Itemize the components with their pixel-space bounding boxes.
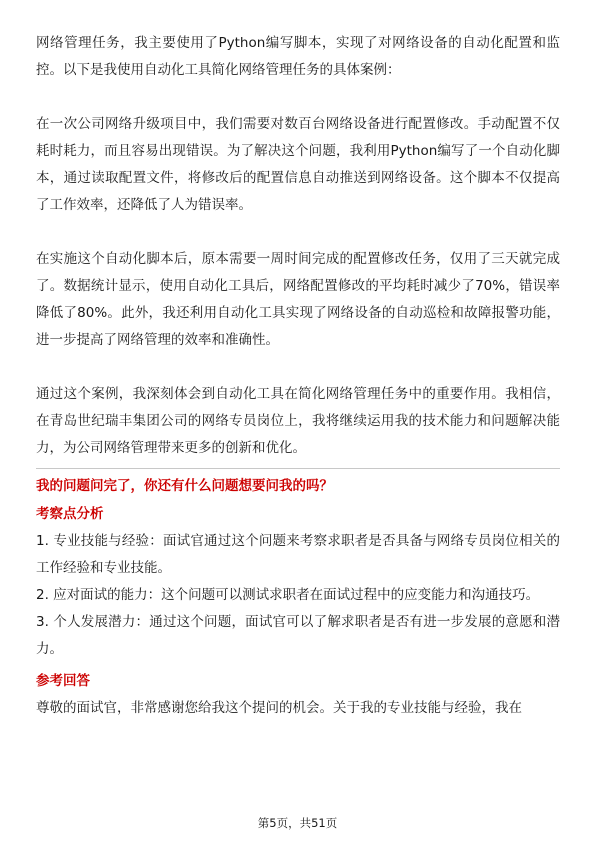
body-paragraph-2: 在一次公司网络升级项目中，我们需要对数百台网络设备进行配置修改。手动配置不仅耗时耗力，而且容易出现错误。为了解决这个问题，我利用Python编写了一个自动化脚本，通过读取配置文件，将修改后的配置信息自动推送到网络设备。这个脚本不仅提高了工作效率，还降低了人为错误率。 [36,116,560,213]
analysis-item-3: 3. 个人发展潜力：通过这个问题，面试官可以了解求职者是否有进一步发展的意愿和潜力。 [36,614,560,657]
analysis-heading: 考察点分析 [36,506,104,522]
body-paragraph-4: 通过这个案例，我深刻体会到自动化工具在简化网络管理任务中的重要作用。我相信，在青岛世纪瑞丰集团公司的网络专员岗位上，我将继续运用我的技术能力和问题解决能力，为公司网络管理带来更多的创新和优化。 [36,386,560,456]
paragraph-spacer [36,219,560,246]
analysis-item-1: 1. 专业技能与经验：面试官通过这个问题来考察求职者是否具备与网络专员岗位相关的工作经验和专业技能。 [36,533,560,576]
answer-heading: 参考回答 [36,673,90,689]
section-divider [36,468,560,469]
answer-text: 尊敬的面试官，非常感谢您给我这个提问的机会。关于我的专业技能与经验，我在 [36,700,522,716]
body-paragraph-3: 在实施这个自动化脚本后，原本需要一周时间完成的配置修改任务，仅用了三天就完成了。数据统计显示，使用自动化工具后，网络配置修改的平均耗时减少了70%，错误率降低了80%。此外，我还利用自动化工具实现了网络设备的自动巡检和故障报警功能，进一步提高了网络管理的效率和准确性。 [36,251,560,348]
interview-question: 我的问题问完了，你还有什么问题想要问我的吗？ [36,478,333,494]
document-page [36,30,560,722]
paragraph-spacer [36,84,560,111]
page-number: 第5页，共51页 [257,816,338,830]
paragraph-spacer [36,354,560,381]
analysis-item-2: 2. 应对面试的能力：这个问题可以测试求职者在面试过程中的应变能力和沟通技巧。 [36,587,540,603]
body-paragraph-1: 网络管理任务，我主要使用了Python编写脚本，实现了对网络设备的自动化配置和监控。以下是我使用自动化工具简化网络管理任务的具体案例： [36,35,560,78]
